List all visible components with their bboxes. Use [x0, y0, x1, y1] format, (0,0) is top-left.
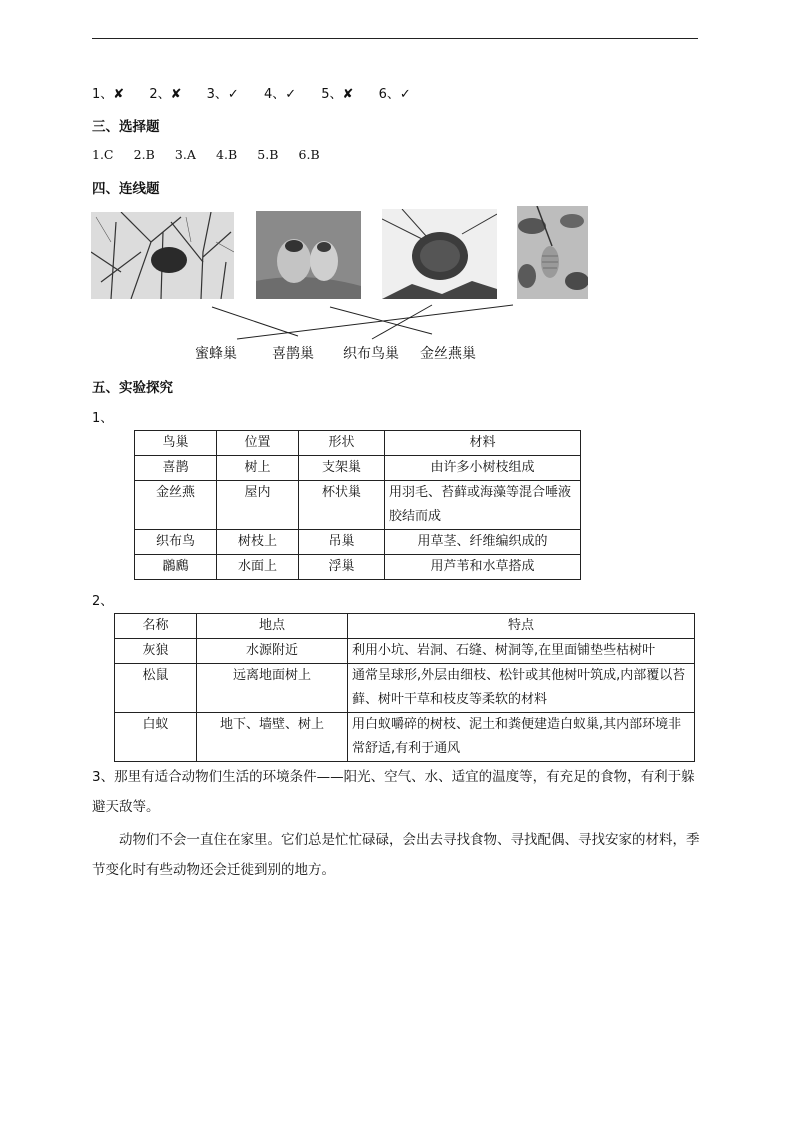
table-header: 鸟巢 [135, 431, 217, 456]
table-header: 材料 [385, 431, 581, 456]
table-cell: 吊巢 [299, 530, 385, 555]
table-header: 位置 [217, 431, 299, 456]
tf-answer: 4、✓ [263, 87, 297, 102]
section4-title: 四、连线题 [92, 181, 160, 197]
table-header: 名称 [115, 614, 197, 639]
tf-answer: 3、✓ [206, 87, 239, 102]
table-cell: 浮巢 [299, 555, 385, 580]
table-cell: 树枝上 [217, 530, 299, 555]
table-row [135, 481, 581, 530]
table-row [135, 555, 581, 580]
table-cell: 水面上 [217, 555, 299, 580]
table-cell: 用草茎、纤维编织成的 [385, 530, 581, 555]
table-cell: 通常呈球形,外层由细枝、松针或其他树叶筑成,内部覆以苔藓、树叶干草和枝皮等柔软的材料 [348, 664, 695, 713]
table-cell: 用芦苇和水草搭成 [385, 555, 581, 580]
table-cell: 支架巢 [299, 456, 385, 481]
table-header: 特点 [348, 614, 695, 639]
tf-answer: 5、✘ [321, 87, 354, 102]
label-weaverbird-nest: 织布鸟巢 [343, 346, 399, 362]
choice-answer: 4.B [216, 147, 238, 162]
table-cell: 织布鸟 [135, 530, 217, 555]
table-cell: 屋内 [217, 481, 299, 530]
match-line [330, 307, 432, 334]
choice-answer: 1.C [92, 147, 114, 162]
table-row [115, 639, 695, 664]
table-cell: 树上 [217, 456, 299, 481]
question2-number: 2、 [92, 594, 114, 609]
tf-answer: 6、✓ [378, 87, 411, 102]
table-cell: 利用小坑、岩洞、石缝、树洞等,在里面铺垫些枯树叶 [348, 639, 695, 664]
choice-answer: 6.B [298, 147, 320, 162]
table-cell: 用白蚁嚼碎的树枝、泥土和粪便建造白蚁巢,其内部环境非常舒适,有利于通风 [348, 713, 695, 762]
table-cell: 水源附近 [197, 639, 348, 664]
table-row [135, 456, 581, 481]
choice-answer: 3.A [174, 147, 196, 162]
label-swiftlet-nest: 金丝燕巢 [420, 346, 476, 362]
table-cell: 鸊鷉 [135, 555, 217, 580]
table-header: 形状 [299, 431, 385, 456]
table-cell: 白蚁 [115, 713, 197, 762]
table-cell: 灰狼 [115, 639, 197, 664]
section3-title: 三、选择题 [92, 119, 160, 135]
table-cell: 远离地面树上 [197, 664, 348, 713]
question1-number: 1、 [92, 411, 114, 426]
match-line [372, 305, 432, 339]
table-cell: 用羽毛、苔藓或海藻等混合唾液胶结而成 [385, 481, 581, 530]
table-row [115, 713, 695, 762]
table-header: 地点 [197, 614, 348, 639]
match-line [237, 305, 513, 339]
tf-answer: 1、✘ [92, 87, 125, 102]
section5-title: 五、实验探究 [92, 380, 173, 396]
table-cell: 喜鹊 [135, 456, 217, 481]
match-line [212, 307, 298, 336]
table-header-row [115, 614, 695, 639]
table-cell: 杯状巢 [299, 481, 385, 530]
animal-home-table [114, 613, 695, 762]
table-cell: 金丝燕 [135, 481, 217, 530]
question3-answer-continued: 动物们不会一直住在家里。它们总是忙忙碌碌，会出去寻找食物、寻找配偶、寻找安家的材料，季节变化时有些动物还会迁徙到别的地方。 [92, 832, 700, 878]
matching-lines [0, 0, 793, 400]
label-bee-nest: 蜜蜂巢 [195, 346, 237, 362]
table-cell: 由许多小树枝组成 [385, 456, 581, 481]
question3-answer: 3、那里有适合动物们生活的环境条件——阳光、空气、水、适宜的温度等，有充足的食物，有利于躲避天敌等。 [92, 769, 695, 815]
choice-answer: 2.B [133, 147, 155, 162]
table-row [135, 530, 581, 555]
table-cell: 松鼠 [115, 664, 197, 713]
tf-answer: 2、✘ [149, 87, 182, 102]
choice-answer: 5.B [257, 147, 279, 162]
table-cell: 地下、墙壁、树上 [197, 713, 348, 762]
table-header-row [135, 431, 581, 456]
label-magpie-nest: 喜鹊巢 [272, 346, 314, 362]
table-row [115, 664, 695, 713]
nest-table [134, 430, 581, 580]
